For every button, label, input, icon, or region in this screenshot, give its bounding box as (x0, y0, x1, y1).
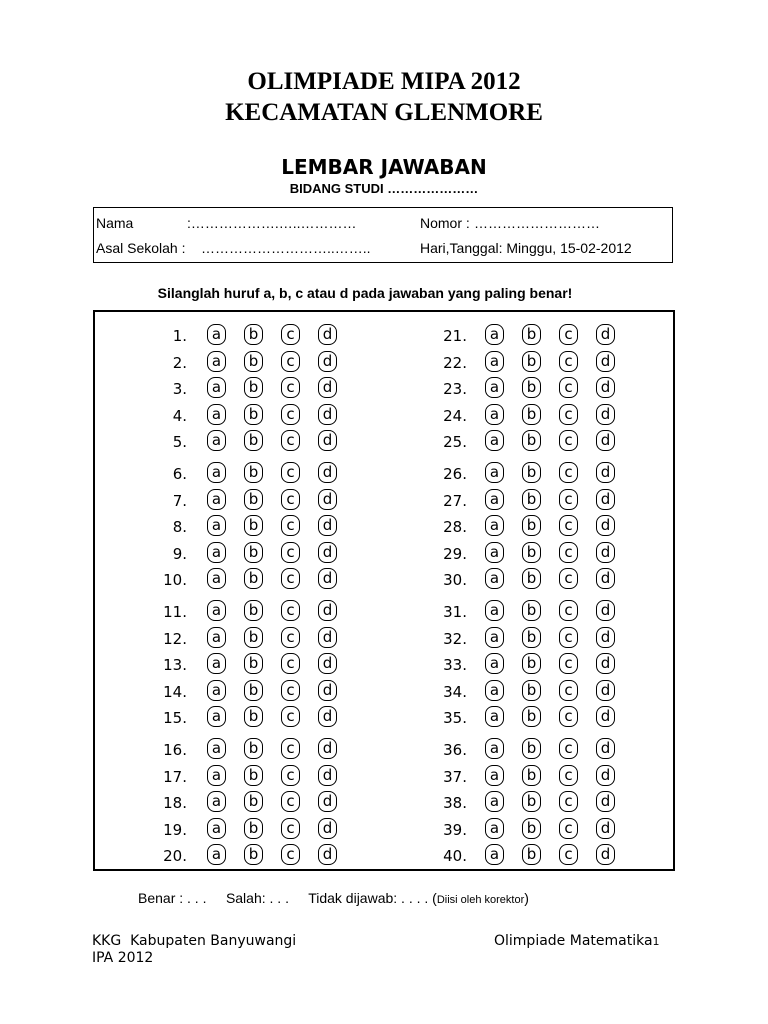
question-number: 26. (443, 465, 467, 483)
answer-option-d[interactable]: d (318, 680, 337, 701)
answer-option-c[interactable]: c (281, 351, 300, 372)
answer-option-c[interactable]: c (281, 791, 300, 812)
question-number: 27. (443, 491, 467, 510)
question-number: 29. (443, 544, 467, 563)
question-number: 15. (163, 709, 187, 727)
number-field[interactable]: ……………………… (474, 215, 600, 231)
answer-option-a[interactable]: a (207, 791, 226, 812)
answer-option-a[interactable]: a (207, 706, 226, 727)
answer-option-b[interactable]: b (522, 515, 541, 536)
question-number: 23. (443, 380, 467, 398)
title-line-2: KECAMATAN GLENMORE (225, 99, 543, 126)
answer-option-a[interactable]: a (485, 791, 504, 812)
identity-box (93, 207, 673, 263)
school-label: Asal Sekolah : (96, 240, 186, 256)
answer-option-a[interactable]: a (485, 568, 504, 589)
answer-option-a[interactable]: a (207, 844, 226, 865)
answer-option-b[interactable]: b (522, 377, 541, 398)
answer-option-b[interactable]: b (244, 515, 263, 536)
answer-option-d[interactable]: d (318, 515, 337, 536)
question-number: 17. (163, 767, 187, 786)
name-field[interactable]: :……………….…..………… (187, 215, 357, 231)
footer-right (494, 933, 660, 950)
number-label: Nomor : (420, 215, 470, 231)
answer-option-c[interactable]: c (281, 542, 300, 563)
answer-option-b[interactable]: b (244, 844, 263, 865)
sheet-title: LEMBAR JAWABAN (281, 155, 487, 179)
question-number: 21. (443, 327, 467, 345)
answer-option-b[interactable]: b (522, 653, 541, 674)
answer-option-b[interactable]: b (522, 430, 541, 451)
footer-left-line-1: KKG Kabupaten Banyuwangi (92, 933, 297, 949)
answer-option-c[interactable]: c (559, 515, 578, 536)
question-number: 2. (172, 353, 187, 372)
answer-option-b[interactable]: b (522, 706, 541, 727)
answer-option-d[interactable]: d (318, 377, 337, 398)
answer-option-c[interactable]: c (559, 706, 578, 727)
question-number: 8. (172, 518, 187, 536)
answer-option-d[interactable]: d (596, 542, 615, 563)
answer-option-a[interactable]: a (485, 627, 504, 648)
answer-option-d[interactable]: d (318, 765, 337, 786)
answer-option-b[interactable]: b (244, 600, 263, 621)
answer-option-d[interactable]: d (318, 404, 337, 425)
answer-option-a[interactable]: a (207, 568, 226, 589)
footer-left-line-2: IPA 2012 (92, 950, 154, 966)
answer-option-d[interactable]: d (596, 791, 615, 812)
answer-option-c[interactable]: c (559, 738, 578, 759)
answer-option-c[interactable]: c (559, 404, 578, 425)
answer-option-d[interactable]: d (318, 791, 337, 812)
answer-option-c[interactable]: c (281, 627, 300, 648)
answer-option-a[interactable]: a (207, 765, 226, 786)
answer-option-d[interactable]: d (596, 351, 615, 372)
unanswered-count: Tidak dijawab: . . . . ( (308, 890, 437, 906)
answer-option-a[interactable]: a (485, 515, 504, 536)
answer-option-b[interactable]: b (522, 765, 541, 786)
question-number: 18. (163, 794, 187, 812)
answer-option-b[interactable]: b (522, 404, 541, 425)
question-number: 28. (443, 518, 467, 536)
question-number: 35. (443, 709, 467, 727)
answer-option-d[interactable]: d (318, 351, 337, 372)
answer-option-a[interactable]: a (485, 765, 504, 786)
answer-option-a[interactable]: a (485, 680, 504, 701)
answer-option-d[interactable]: d (596, 818, 615, 839)
answer-option-b[interactable]: b (244, 377, 263, 398)
answer-option-a[interactable]: a (207, 351, 226, 372)
answer-option-c[interactable]: c (281, 844, 300, 865)
question-number: 38. (443, 794, 467, 812)
answer-option-a[interactable]: a (485, 462, 504, 483)
answer-option-b[interactable]: b (522, 351, 541, 372)
answer-option-d[interactable]: d (318, 324, 337, 345)
question-number: 32. (443, 629, 467, 648)
answer-option-d[interactable]: d (318, 430, 337, 451)
answer-option-c[interactable]: c (559, 542, 578, 563)
question-number: 39. (443, 820, 467, 839)
answer-option-d[interactable]: d (318, 462, 337, 483)
answer-option-b[interactable]: b (522, 627, 541, 648)
answer-option-d[interactable]: d (596, 430, 615, 451)
answer-option-c[interactable]: c (559, 791, 578, 812)
answer-option-a[interactable]: a (207, 818, 226, 839)
subject-label: BIDANG STUDI ………………… (289, 181, 479, 196)
answer-option-c[interactable]: c (281, 489, 300, 510)
question-number: 31. (443, 603, 467, 621)
answer-option-d[interactable]: d (596, 600, 615, 621)
answer-option-a[interactable]: a (207, 515, 226, 536)
answer-option-d[interactable]: d (596, 680, 615, 701)
answer-option-c[interactable]: c (281, 430, 300, 451)
question-number: 4. (172, 406, 187, 425)
name-label: Nama (96, 215, 134, 231)
answer-option-a[interactable]: a (485, 377, 504, 398)
answer-option-b[interactable]: b (244, 542, 263, 563)
question-number: 13. (163, 656, 187, 674)
note-close: ) (524, 890, 529, 906)
answer-option-c[interactable]: c (559, 844, 578, 865)
answer-option-d[interactable]: d (596, 706, 615, 727)
answer-option-b[interactable]: b (522, 542, 541, 563)
question-number: 6. (172, 465, 187, 483)
school-field[interactable]: ………………………..…….. (201, 240, 371, 256)
answer-option-a[interactable]: a (485, 844, 504, 865)
answer-option-c[interactable]: c (281, 600, 300, 621)
question-number: 3. (172, 380, 187, 398)
answer-option-c[interactable]: c (281, 765, 300, 786)
answer-option-d[interactable]: d (596, 653, 615, 674)
answer-option-c[interactable]: c (559, 462, 578, 483)
answer-option-b[interactable]: b (244, 462, 263, 483)
answer-option-b[interactable]: b (244, 324, 263, 345)
answer-option-c[interactable]: c (559, 765, 578, 786)
answer-option-a[interactable]: a (207, 377, 226, 398)
question-number: 37. (443, 767, 467, 786)
answer-option-d[interactable]: d (596, 568, 615, 589)
answer-option-b[interactable]: b (244, 627, 263, 648)
answer-option-c[interactable]: c (559, 377, 578, 398)
question-number: 16. (163, 741, 187, 759)
answer-option-b[interactable]: b (522, 844, 541, 865)
answer-option-a[interactable]: a (207, 653, 226, 674)
answer-option-b[interactable]: b (244, 653, 263, 674)
answer-option-a[interactable]: a (485, 818, 504, 839)
footer-right-text: Olimpiade Matematika (494, 933, 653, 949)
answer-option-a[interactable]: a (207, 600, 226, 621)
answer-option-b[interactable]: b (522, 324, 541, 345)
answer-option-d[interactable]: d (318, 738, 337, 759)
answer-option-a[interactable]: a (207, 542, 226, 563)
answer-option-d[interactable]: d (318, 489, 337, 510)
question-number: 7. (172, 491, 187, 510)
answer-option-d[interactable]: d (318, 542, 337, 563)
question-number: 1. (172, 327, 187, 345)
question-number: 5. (172, 433, 187, 451)
answer-option-a[interactable]: a (207, 462, 226, 483)
answer-option-b[interactable]: b (244, 489, 263, 510)
answer-option-c[interactable]: c (559, 324, 578, 345)
question-number: 34. (443, 682, 467, 701)
answer-option-a[interactable]: a (485, 600, 504, 621)
question-number: 30. (443, 571, 467, 589)
answer-option-a[interactable]: a (207, 430, 226, 451)
answer-option-a[interactable]: a (485, 706, 504, 727)
answer-option-c[interactable]: c (559, 600, 578, 621)
answer-option-a[interactable]: a (485, 653, 504, 674)
answer-option-c[interactable]: c (281, 706, 300, 727)
answer-option-a[interactable]: a (207, 404, 226, 425)
answer-option-a[interactable]: a (485, 430, 504, 451)
question-number: 10. (163, 571, 187, 589)
answer-option-c[interactable]: c (559, 818, 578, 839)
answer-option-b[interactable]: b (522, 818, 541, 839)
answer-option-c[interactable]: c (559, 680, 578, 701)
answer-option-b[interactable]: b (522, 600, 541, 621)
answer-option-d[interactable]: d (318, 568, 337, 589)
answer-option-c[interactable]: c (559, 489, 578, 510)
answer-option-d[interactable]: d (318, 600, 337, 621)
page-number: 1 (652, 935, 660, 948)
question-number: 14. (163, 682, 187, 701)
answer-option-c[interactable]: c (559, 653, 578, 674)
answer-option-c[interactable]: c (281, 462, 300, 483)
answer-option-d[interactable]: d (318, 653, 337, 674)
answer-option-c[interactable]: c (281, 404, 300, 425)
question-number: 40. (443, 847, 467, 865)
answer-option-b[interactable]: b (522, 680, 541, 701)
answer-option-b[interactable]: b (522, 568, 541, 589)
answer-grid (93, 310, 675, 871)
question-number: 12. (163, 629, 187, 648)
correct-count: Benar : . . . (138, 890, 207, 906)
grader-note: Diisi oleh korektor (436, 894, 525, 906)
answer-option-d[interactable]: d (596, 489, 615, 510)
question-number: 25. (443, 433, 467, 451)
answer-option-d[interactable]: d (596, 515, 615, 536)
title-line-1: OLIMPIADE MIPA 2012 (247, 68, 521, 95)
answer-option-b[interactable]: b (522, 791, 541, 812)
tally-line (138, 890, 529, 906)
answer-option-c[interactable]: c (559, 568, 578, 589)
question-number: 33. (443, 656, 467, 674)
answer-option-c[interactable]: c (281, 377, 300, 398)
question-number: 9. (172, 544, 187, 563)
answer-option-b[interactable]: b (522, 738, 541, 759)
answer-option-b[interactable]: b (244, 706, 263, 727)
answer-option-c[interactable]: c (281, 738, 300, 759)
answer-option-c[interactable]: c (559, 627, 578, 648)
answer-option-b[interactable]: b (244, 818, 263, 839)
answer-option-a[interactable]: a (207, 324, 226, 345)
answer-option-b[interactable]: b (244, 738, 263, 759)
answer-option-d[interactable]: d (596, 765, 615, 786)
question-number: 24. (443, 406, 467, 425)
answer-option-c[interactable]: c (281, 515, 300, 536)
date-label: Hari,Tanggal: Minggu, 15-02-2012 (420, 240, 632, 256)
answer-option-b[interactable]: b (244, 404, 263, 425)
answer-option-c[interactable]: c (559, 430, 578, 451)
answer-option-d[interactable]: d (318, 818, 337, 839)
answer-option-b[interactable]: b (522, 489, 541, 510)
answer-option-a[interactable]: a (207, 489, 226, 510)
answer-option-b[interactable]: b (244, 568, 263, 589)
answer-option-a[interactable]: a (207, 627, 226, 648)
answer-option-a[interactable]: a (485, 542, 504, 563)
answer-option-c[interactable]: c (281, 324, 300, 345)
answer-option-d[interactable]: d (318, 844, 337, 865)
answer-option-d[interactable]: d (318, 706, 337, 727)
question-number: 22. (443, 353, 467, 372)
answer-option-d[interactable]: d (318, 627, 337, 648)
answer-option-d[interactable]: d (596, 462, 615, 483)
answer-option-b[interactable]: b (244, 765, 263, 786)
answer-option-a[interactable]: a (485, 738, 504, 759)
answer-option-c[interactable]: c (281, 653, 300, 674)
question-number: 20. (163, 847, 187, 865)
answer-option-d[interactable]: d (596, 844, 615, 865)
answer-option-c[interactable]: c (281, 568, 300, 589)
answer-option-a[interactable]: a (485, 324, 504, 345)
answer-option-c[interactable]: c (281, 818, 300, 839)
answer-option-b[interactable]: b (244, 430, 263, 451)
answer-option-c[interactable]: c (281, 680, 300, 701)
question-number: 11. (163, 603, 187, 621)
answer-option-a[interactable]: a (207, 680, 226, 701)
answer-option-d[interactable]: d (596, 738, 615, 759)
answer-option-c[interactable]: c (559, 351, 578, 372)
question-number: 36. (443, 741, 467, 759)
question-number: 19. (163, 820, 187, 839)
answer-option-a[interactable]: a (485, 489, 504, 510)
answer-option-a[interactable]: a (485, 404, 504, 425)
answer-option-a[interactable]: a (207, 738, 226, 759)
wrong-count: Salah: . . . (225, 890, 289, 906)
answer-option-b[interactable]: b (244, 791, 263, 812)
answer-option-b[interactable]: b (244, 680, 263, 701)
instruction: Silanglah huruf a, b, c atau d pada jawaban yang paling benar! (157, 285, 573, 301)
answer-option-d[interactable]: d (596, 377, 615, 398)
answer-option-d[interactable]: d (596, 324, 615, 345)
answer-option-d[interactable]: d (596, 627, 615, 648)
answer-option-b[interactable]: b (522, 462, 541, 483)
answer-option-a[interactable]: a (485, 351, 504, 372)
answer-option-b[interactable]: b (244, 351, 263, 372)
answer-option-d[interactable]: d (596, 404, 615, 425)
